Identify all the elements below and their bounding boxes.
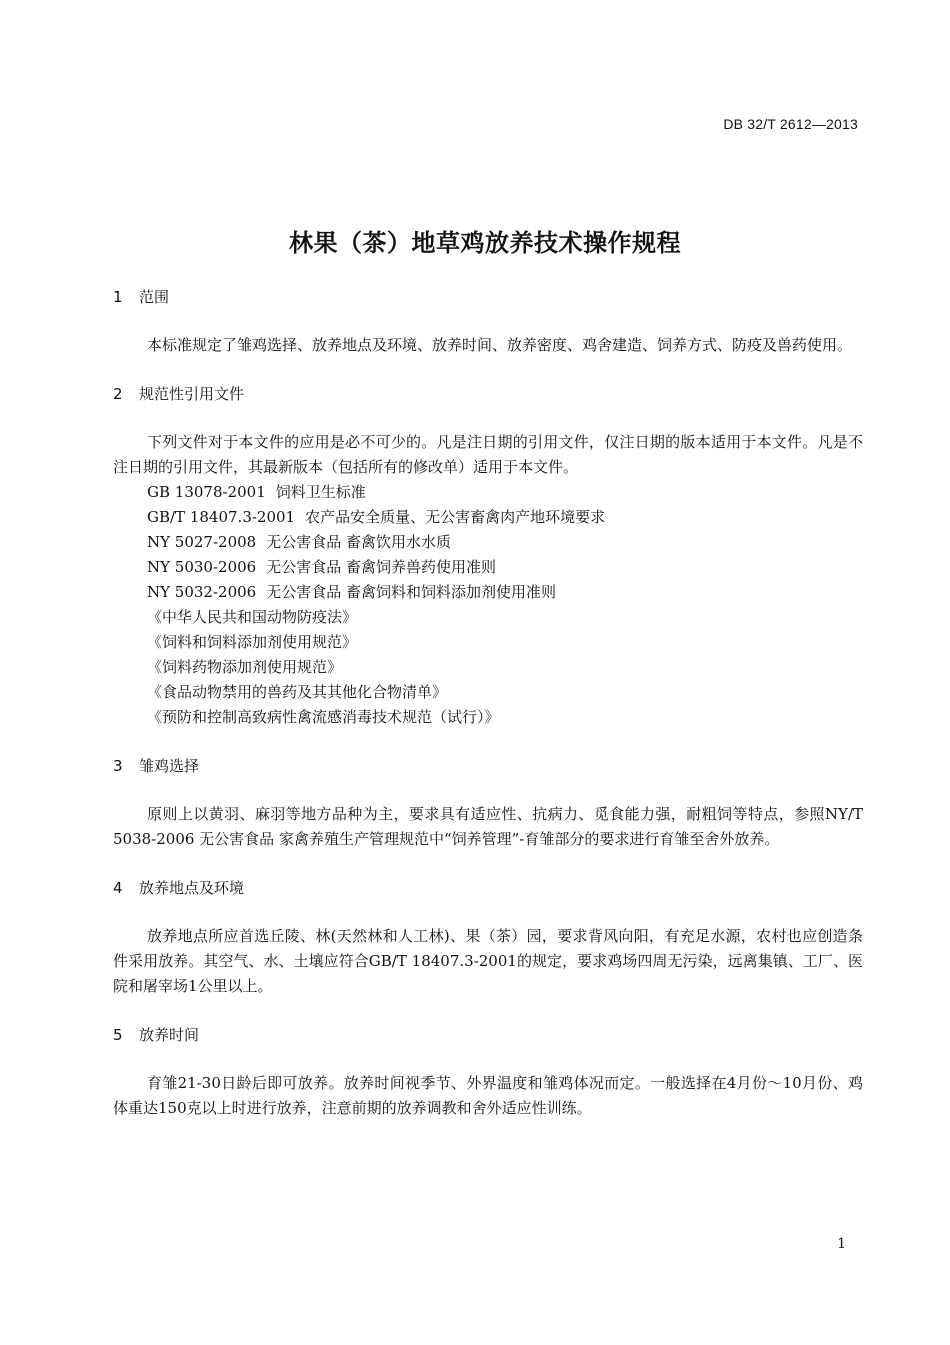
section-2-paragraph: 下列文件对于本文件的应用是必不可少的。凡是注日期的引用文件，仅注日期的版本适用于本文件。凡是不注日期的引用文件，其最新版本（包括所有的修改单）适用于本文件。 (113, 433, 863, 476)
page-number: 1 (837, 1236, 846, 1252)
reference-code: GB 13078-2001 (147, 483, 266, 501)
reference-name: 饲料卫生标准 (275, 483, 366, 501)
section-5-paragraph: 育雏21-30日龄后即可放养。放养时间视季节、外界温度和雏鸡体况而定。一般选择在4月份～10月份、鸡体重达150克以上时进行放养，注意前期的放养调教和舍外适应性训练。 (113, 1074, 863, 1117)
section-4-title: 放养地点及环境 (139, 879, 245, 897)
standard-code: DB 32/T 2612—2013 (723, 116, 858, 132)
section-5-number: 5 (113, 1026, 123, 1044)
reference-code: NY 5030-2006 (147, 558, 257, 576)
reference-code: GB/T 18407.3-2001 (147, 508, 296, 526)
reference-code: NY 5027-2008 (147, 533, 257, 551)
section-2-heading (113, 382, 863, 407)
section-1-heading (113, 285, 863, 310)
normative-reference-list (113, 480, 863, 730)
document-title: 林果（茶）地草鸡放养技术操作规程 (289, 229, 681, 258)
section-3-title: 雏鸡选择 (139, 757, 200, 775)
section-2-number: 2 (113, 385, 123, 403)
reference-name: 无公害食品 畜禽饮用水水质 (266, 533, 451, 551)
section-3-heading (113, 754, 863, 779)
reference-name: 农产品安全质量、无公害畜禽肉产地环境要求 (305, 508, 606, 526)
reference-code: NY 5032-2006 (147, 583, 257, 601)
law-reference-item: 《饲料和饲料添加剂使用规范》 (147, 633, 358, 651)
reference-item (113, 555, 863, 580)
reference-item (113, 505, 863, 530)
law-reference-item: 《中华人民共和国动物防疫法》 (147, 608, 358, 626)
section-2-title: 规范性引用文件 (139, 385, 245, 403)
reference-item (113, 480, 863, 505)
document-body (113, 285, 863, 1121)
reference-item (113, 580, 863, 605)
section-5-title: 放养时间 (139, 1026, 200, 1044)
section-4-number: 4 (113, 879, 123, 897)
law-reference-item: 《饲料药物添加剂使用规范》 (147, 658, 343, 676)
section-1-title: 范围 (139, 288, 170, 306)
section-1-number: 1 (113, 288, 123, 306)
section-5-heading (113, 1023, 863, 1048)
law-reference-item: 《食品动物禁用的兽药及其其他化合物清单》 (147, 683, 448, 701)
reference-name: 无公害食品 畜禽饲料和饲料添加剂使用准则 (266, 583, 556, 601)
reference-name: 无公害食品 畜禽饲养兽药使用准则 (266, 558, 496, 576)
section-3-paragraph: 原则上以黄羽、麻羽等地方品种为主，要求具有适应性、抗病力、觅食能力强，耐粗饲等特点，参照NY/T 5038-2006 无公害食品 家禽养殖生产管理规范中“饲养管理”-育雏部分的要求进行育雏至舍外放养。 (113, 805, 863, 848)
reference-item (113, 530, 863, 555)
section-1-paragraph: 本标准规定了雏鸡选择、放养地点及环境、放养时间、放养密度、鸡舍建造、饲养方式、防疫及兽药使用。 (147, 336, 853, 354)
law-reference-item: 《预防和控制高致病性禽流感消毒技术规范（试行）》 (147, 708, 500, 726)
section-4-paragraph: 放养地点所应首选丘陵、林(天然林和人工林)、果（茶）园，要求背风向阳，有充足水源，农村也应创造条件采用放养。其空气、水、土壤应符合GB/T 18407.3-2001的规定，要求鸡场四周无污染，远离集镇、工厂、医院和屠宰场1公里以上。 (113, 927, 863, 995)
section-4-heading (113, 876, 863, 901)
section-3-number: 3 (113, 757, 123, 775)
